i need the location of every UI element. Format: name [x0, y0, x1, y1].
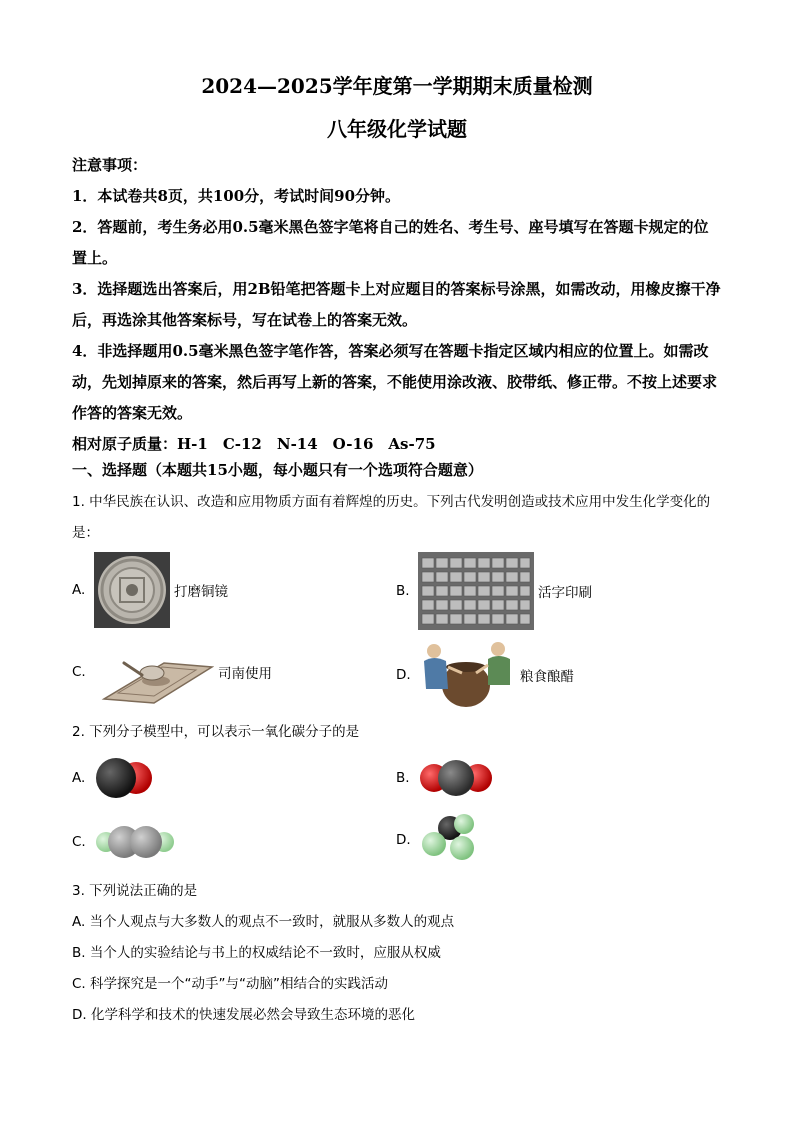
- notice-item-1: 1．本试卷共8页，共100分，考试时间90分钟。: [72, 187, 401, 205]
- q1-stem: 1. 中华民族在认识、改造和应用物质方面有着辉煌的历史。下列古代发明创造或技术应用中发生化学变化的是：: [72, 494, 711, 541]
- bronze-mirror-image: [94, 552, 170, 628]
- co2-model-image: [418, 754, 494, 802]
- co-model-image: [94, 754, 158, 802]
- exam-title: 2024—2025学年度第一学期期末质量检测: [201, 74, 593, 98]
- option-letter: B.: [396, 770, 410, 786]
- option-text: 活字印刷: [538, 585, 592, 601]
- option-letter: B.: [396, 583, 410, 599]
- q3-option-c: C. 科学探究是一个“动手”与“动脑”相结合的实践活动: [72, 976, 388, 992]
- c2h2-model-image: [94, 821, 176, 863]
- q1-option-d: [396, 637, 574, 713]
- notice-heading: 注意事项：: [72, 156, 148, 174]
- q3-option-b: B. 当个人的实验结论与书上的权威结论不一致时，应服从权威: [72, 945, 441, 961]
- movable-type-image: [418, 552, 534, 630]
- vinegar-brewing-image: [418, 637, 516, 713]
- atomic-mass-line: 相对原子质量：H-1 C-12 N-14 O-16 As-75: [72, 435, 436, 453]
- option-letter: A.: [72, 770, 86, 786]
- option-letter: C.: [72, 664, 86, 680]
- option-letter: C.: [72, 834, 86, 850]
- q2-option-c: [72, 821, 176, 863]
- q2-option-b: [396, 754, 494, 802]
- notice-item-4: 4．非选择题用0.5毫米黑色签字笔作答，答案必须写在答题卡指定区域内相应的位置上。如需改动，先划掉原来的答案，然后再写上新的答案，不能使用涂改液、胶带纸、修正带。不按上述要求作答的答案无效。: [72, 342, 718, 422]
- option-text: 打磨铜镜: [174, 584, 228, 600]
- option-letter: D.: [396, 832, 411, 848]
- notice-section: [72, 150, 722, 460]
- q2-stem: 2. 下列分子模型中，可以表示一氧化碳分子的是: [72, 724, 360, 740]
- notice-item-3: 3．选择题选出答案后，用2B铅笔把答题卡上对应题目的答案标号涂黑，如需改动，用橡皮擦干净后，再选涂其他答案标号，写在试卷上的答案无效。: [72, 280, 721, 329]
- q1-option-b: [396, 552, 592, 630]
- option-text: 司南使用: [218, 666, 272, 682]
- q1-option-a: [72, 552, 228, 628]
- q3-option-d: D. 化学科学和技术的快速发展必然会导致生态环境的恶化: [72, 1007, 415, 1023]
- q3-stem: 3. 下列说法正确的是: [72, 883, 198, 899]
- sinan-compass-image: [94, 637, 214, 707]
- notice-item-2: 2．答题前，考生务必用0.5毫米黑色签字笔将自己的姓名、考生号、座号填写在答题卡规定的位置上。: [72, 218, 709, 267]
- q2-option-d: [396, 814, 480, 866]
- exam-subtitle: 八年级化学试题: [327, 117, 467, 141]
- q2-option-a: [72, 754, 158, 802]
- section-heading: 一、选择题（本题共15小题，每小题只有一个选项符合题意）: [72, 461, 483, 479]
- option-letter: A.: [72, 582, 86, 598]
- q1-option-c: [72, 637, 272, 707]
- q3-option-a: A. 当个人观点与大多数人的观点不一致时，就服从多数人的观点: [72, 914, 455, 930]
- option-letter: D.: [396, 667, 411, 683]
- option-text: 粮食酿醋: [520, 669, 574, 685]
- ch3-model-image: [418, 814, 480, 866]
